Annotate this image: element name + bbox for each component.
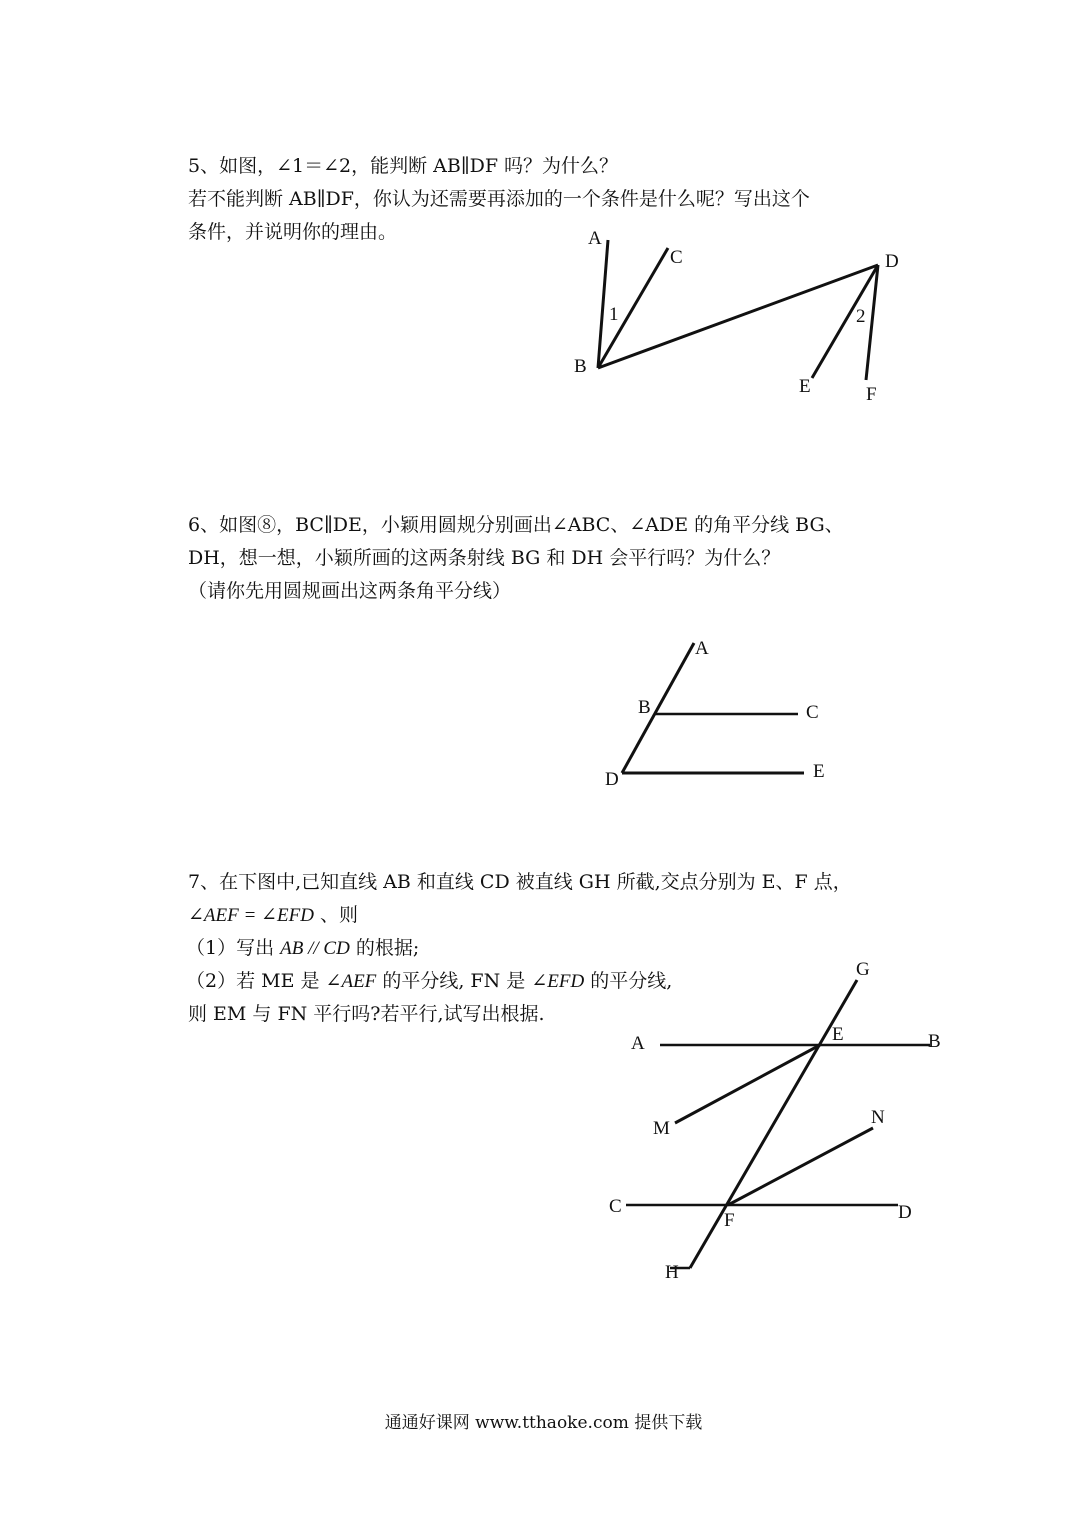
label-b: B [928,1031,941,1052]
q7-math-aef: ∠AEF [325,971,377,992]
q7-math-parallel: AB // CD [280,938,350,959]
label-c: C [670,247,683,268]
label-n: N [871,1107,885,1128]
q7-line-1: 7、在下图中,已知直线 AB 和直线 CD 被直线 GH 所截,交点分别为 E、F 点， [188,871,852,893]
label-f: F [724,1210,735,1231]
label-h: H [665,1262,679,1283]
q5-line-2: 若不能判断 AB∥DF，你认为还需要再添加的一个条件是什么呢？写出这个 [188,188,810,210]
q7-part2-mid: 的平分线, FN 是 [376,970,532,992]
label-c: C [806,702,819,723]
label-e: E [832,1024,844,1045]
q7-part1-suffix: 的根据; [349,937,420,959]
label-a: A [588,228,602,249]
label-angle-2: 2 [856,306,866,327]
q5-line-3: 条件，并说明你的理由。 [188,221,398,243]
q7-line-2-suffix: 、则 [313,904,358,926]
q6-line-3: （请你先用圆规画出这两条角平分线） [188,580,512,602]
q7-part2-suffix: 的平分线, [584,970,673,992]
footer-source: 通通好课网 www.tthaoke.com 提供下载 [384,1413,703,1433]
label-a: A [631,1033,645,1054]
label-c: C [609,1196,622,1217]
q5-line-1: 5、如图，∠1＝∠2，能判断 AB∥DF 吗？为什么？ [188,155,619,177]
q7-math-angles: ∠AEF = ∠EFD [188,905,314,926]
label-b: B [638,697,651,718]
label-g: G [856,959,870,980]
label-b: B [574,356,587,377]
label-d: D [885,251,899,272]
q7-part1-prefix: （1）写出 [186,937,281,959]
q6-line-1: 6、如图⑧，BC∥DE，小颖用圆规分别画出∠ABC、∠ADE 的角平分线 BG、 [188,514,844,536]
q7-part2-prefix: （2）若 ME 是 [186,970,326,992]
label-e: E [799,376,811,397]
label-d: D [605,769,619,790]
label-e: E [813,761,825,782]
q7-math-efd: ∠EFD [531,971,585,992]
label-f: F [866,384,877,405]
q6-line-2: DH，想一想，小颖所画的这两条射线 BG 和 DH 会平行吗？为什么？ [188,547,781,569]
label-m: M [653,1118,670,1139]
label-a: A [695,638,709,659]
label-d: D [898,1202,912,1223]
q7-line-5: 则 EM 与 FN 平行吗?若平行,试写出根据. [188,1003,545,1025]
label-angle-1: 1 [609,304,619,325]
